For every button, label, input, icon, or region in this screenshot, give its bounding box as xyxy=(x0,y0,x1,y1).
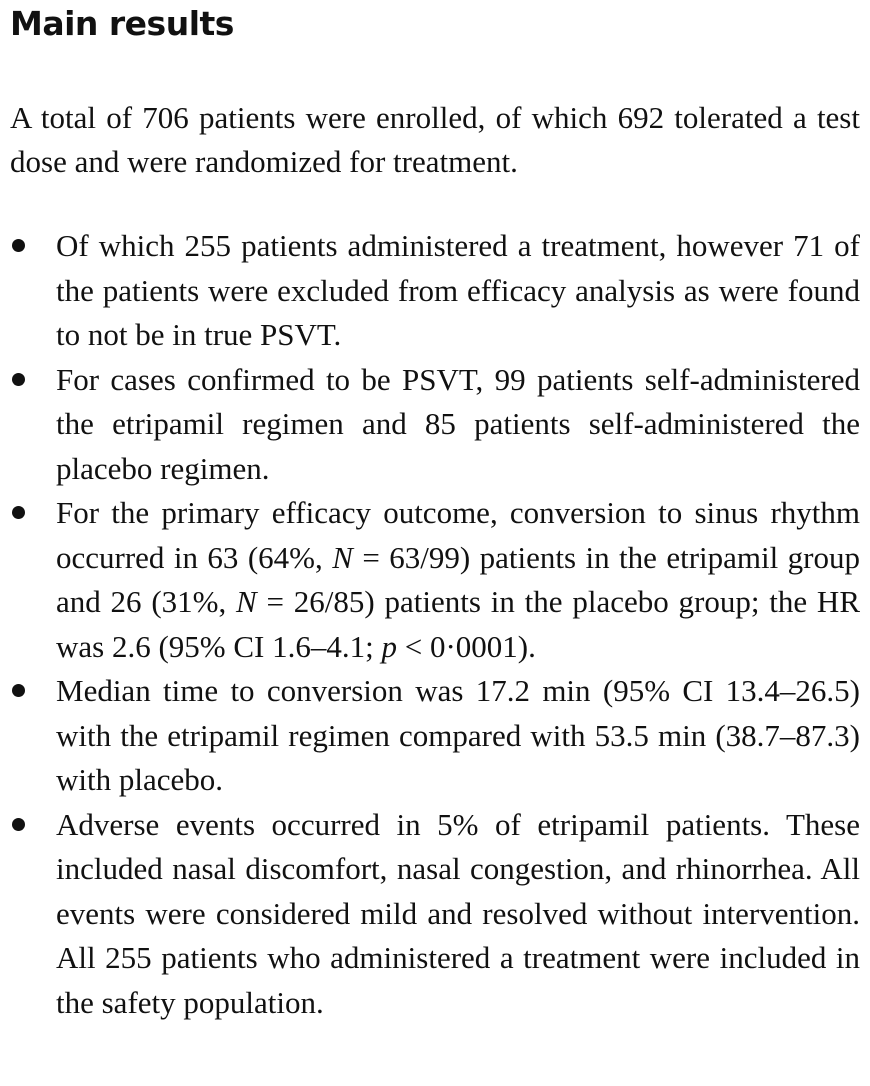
list-item-enrollment xyxy=(10,224,860,358)
list-item-text: Median time to conversion was 17.2 min (95% CI 13.4–26.5) with the etripamil regimen compared with 53.5 min (38.7–87.3) with placebo. xyxy=(56,673,860,797)
list-item-median-time xyxy=(10,669,860,803)
section-heading: Main results xyxy=(10,4,234,43)
bullet-icon xyxy=(12,818,25,831)
intro-paragraph: A total of 706 patients were enrolled, of which 692 tolerated a test dose and were randomized for treatment. xyxy=(10,100,860,179)
list-item-text-part: < 0·0001). xyxy=(396,628,536,664)
p-symbol: p xyxy=(381,628,397,664)
results-list xyxy=(10,224,860,1025)
list-item-primary-outcome xyxy=(10,491,860,669)
bullet-icon xyxy=(12,506,25,519)
bullet-icon xyxy=(12,239,25,252)
n-symbol: N xyxy=(236,584,257,619)
list-item-text: For cases confirmed to be PSVT, 99 patients self-administered the etripamil regimen and 85 patients self-administered the placebo regimen. xyxy=(56,361,860,486)
list-item-psvt-cases xyxy=(10,358,860,492)
document-page xyxy=(10,0,860,1025)
list-item-text: Adverse events occurred in 5% of etripamil patients. These included nasal discomfort, nasal congestion, and rhinorrhea. All events were considered mild and resolved without intervention. All 255 patients who administered a treatment were included in the safety population. xyxy=(56,806,860,1020)
list-item-text-part: = 63/99) patients in the etripamil group and 26 (31%, xyxy=(56,539,860,619)
n-symbol: N xyxy=(332,539,353,575)
list-item-text: Of which 255 patients administered a treatment, however 71 of the patients were excluded from efficacy analysis as were found to not be in true PSVT. xyxy=(56,228,860,352)
list-item-adverse-events xyxy=(10,803,860,1026)
bullet-icon xyxy=(12,684,25,697)
bullet-icon xyxy=(12,373,25,386)
list-item-text-part: = 26/85) patients in the placebo group; the HR was 2.6 (95% CI 1.6–4.1; xyxy=(56,584,860,664)
list-item-text-part: For the primary efficacy outcome, conversion to sinus rhythm occurred in 63 (64%, xyxy=(56,495,860,575)
